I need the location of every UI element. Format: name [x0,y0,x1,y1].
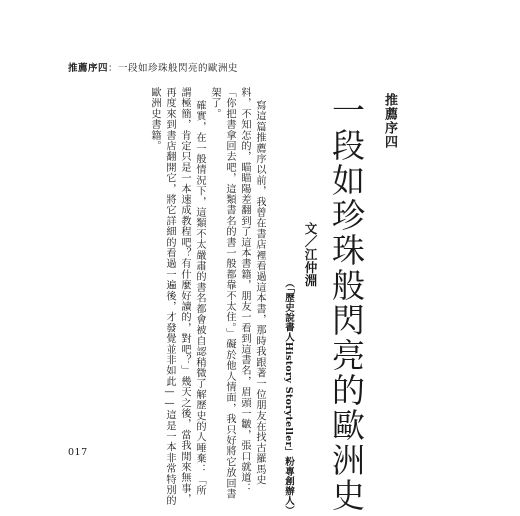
body-text-column: 歐洲史書籍。 [149,87,160,152]
series-label: 推薦序四 [382,93,397,149]
body-text-column: 謂極簡，肯定只是一本速成教程吧？有什麼好讀的，對吧？」幾天之後，當我閒來無事， [179,87,190,505]
body-text-column: 料，不知怎的，瞄瞄陽差翻到了這本書籍，朋友一看到這書名，眉頭一皺，張口就道： [239,87,250,494]
author-desc-latin: History Storyteller [283,341,294,447]
running-head-section: 推薦序四 [68,63,109,74]
running-head [68,60,238,74]
author-desc-open: （ [283,278,294,288]
byline: 文／江仲淵 [303,222,318,287]
author-desc-part-a: 「歷史說書人 [283,287,294,342]
body-text-column: 再度來到書店翻開它，將它詳細的看過一遍後，才發覺並非如此——這是一本非常特別的 [164,87,175,506]
body-text-column: 確實，在一般情況下，這類不太嚴肅的書名都會被自認稍微了解歷史的人唾棄：「所 [194,100,205,496]
author-desc-close: ） [283,505,294,516]
body-text-column: 架了。 [209,87,220,120]
article-title: 一段如珍珠般閃亮的歐洲史 [327,93,366,513]
author-description [281,278,295,516]
running-head-title: ：一段如珍珠般閃亮的歐洲史 [108,63,239,74]
page-number: 017 [68,447,88,458]
author-desc-part-b: 」粉專創辦人 [283,446,294,506]
body-text-column: 「你把書拿回去吧，這類書名的書一般都靠不太住。」礙於他人情面，我只好將它放回書 [224,87,235,500]
body-text-column: 寫這篇推薦序以前，我曾在書店裡看過這本書，那時我跟著一位朋友在找古羅馬史 [254,100,265,486]
